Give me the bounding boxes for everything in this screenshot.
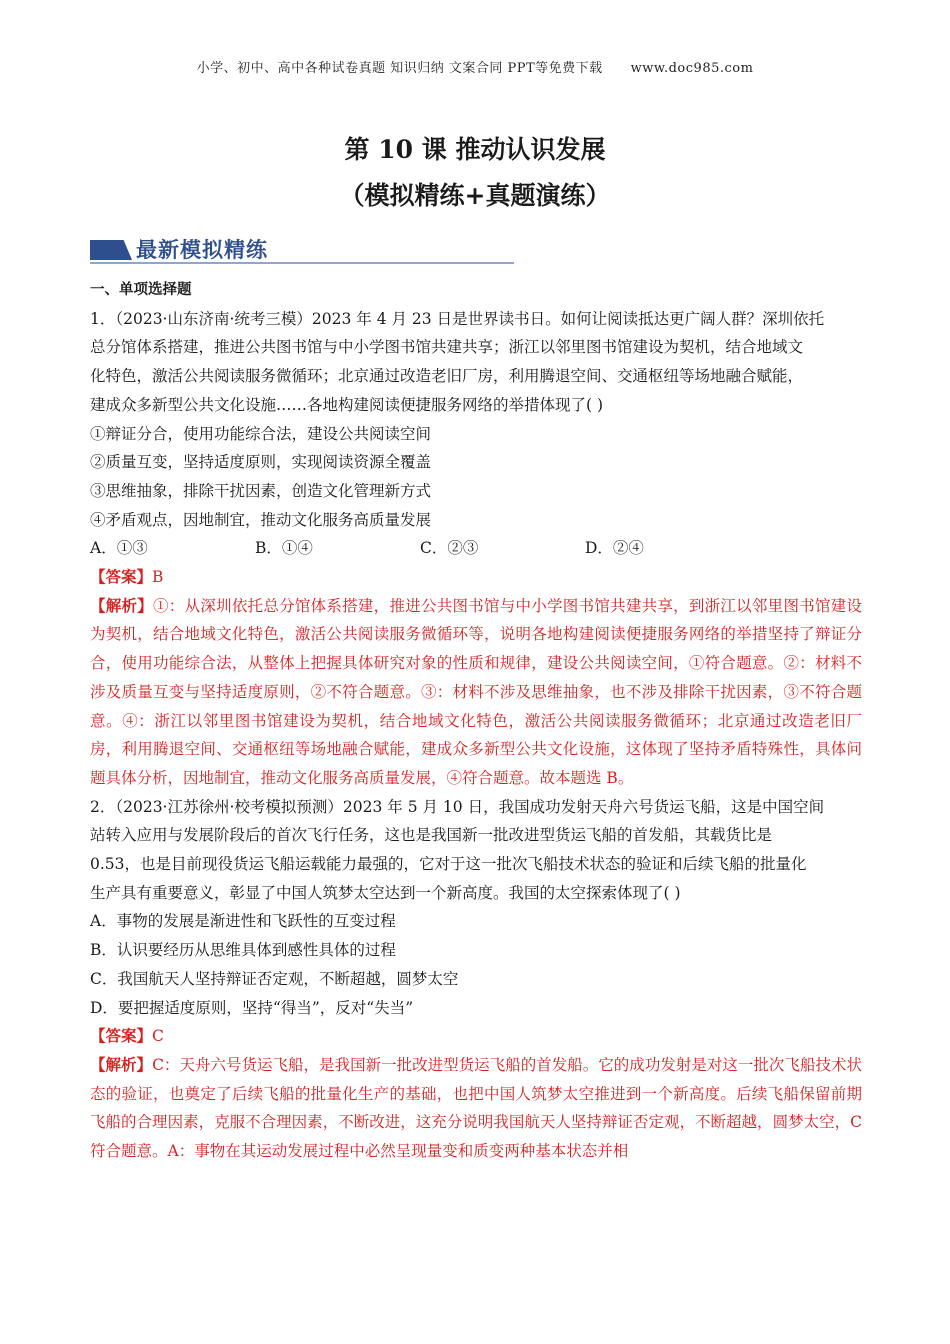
header-url[interactable]: www.doc985.com xyxy=(630,61,754,76)
q2-stem-line: 2．（2023·江苏徐州·校考模拟预测）2023 年 5 月 10 日，我国成功发射天舟六号货运飞船，这是中国空间 xyxy=(90,797,825,816)
lesson-subtitle: （模拟精练+真题演练） xyxy=(339,181,611,210)
answer-tag: 【答案】 xyxy=(90,1026,153,1046)
lesson-title: 第 10 课 推动认识发展 xyxy=(344,135,606,164)
q1-statement: ①辩证分合，使用功能综合法，建设公共阅读空间 xyxy=(90,424,432,443)
q2-analysis xyxy=(90,1051,862,1166)
page-header xyxy=(0,57,950,76)
q1-option-d: D．②④ xyxy=(585,539,644,558)
banner-title: 最新模拟精练 xyxy=(136,237,268,262)
q1-option-c: C．②③ xyxy=(420,539,479,558)
header-left-text: 小学、初中、高中各种试卷真题 知识归纳 文案合同 PPT等免费下载 xyxy=(196,61,603,76)
q1-stem-line: 1．（2023·山东济南·统考三模）2023 年 4 月 23 日是世界读书日。如何让阅读抵达更广阔人群？深圳依托 xyxy=(90,309,825,328)
q1-statement: ②质量互变，坚持适度原则，实现阅读资源全覆盖 xyxy=(90,453,432,472)
q1-statement: ④矛盾观点，因地制宜，推动文化服务高质量发展 xyxy=(90,510,432,529)
banner-block-decoration xyxy=(90,240,132,260)
q2-option-b: B．认识要经历从思维具体到感性具体的过程 xyxy=(90,941,396,960)
q2-answer-value: C xyxy=(152,1027,164,1046)
q1-answer-value: B xyxy=(152,568,164,587)
section-heading: 一、单项选择题 xyxy=(90,282,192,298)
q2-option-c: C．我国航天人坚持辩证否定观，不断超越，圆梦太空 xyxy=(90,969,459,988)
q2-stem-line: 生产具有重要意义，彰显了中国人筑梦太空达到一个新高度。我国的太空探索体现了( ) xyxy=(90,883,681,902)
q1-option-b: B．①④ xyxy=(255,539,313,558)
q2-answer xyxy=(90,1022,862,1051)
q1-statement: ③思维抽象，排除干扰因素，创造文化管理新方式 xyxy=(90,481,432,500)
q1-option-a: A．①③ xyxy=(90,539,148,558)
section-banner xyxy=(90,234,514,264)
q1-analysis xyxy=(90,592,862,793)
question-content xyxy=(90,276,862,1166)
q2-option-a: A．事物的发展是渐进性和飞跃性的互变过程 xyxy=(90,912,396,931)
q1-analysis-text: ①：从深圳依托总分馆体系搭建，推进公共图书馆与中小学图书馆共建共享，到浙江以邻里图书馆建设为契机，结合地域文化特色，激活公共阅读服务微循环等，说明各地构建阅读便捷服务网络的举措坚持了辩证分合，使用功能综合法，从整体上把握具体研究对象的性质和规律，建设公共阅读空间，①符合题意。②：材料不涉及质量互变与坚持适度原则，②不符合题意。③：材料不涉及思维抽象，也不涉及排除干扰因素，③不符合题意。④：浙江以邻里图书馆建设为契机，结合地域文化特色，激活公共阅读服务微循环；北京通过改造老旧厂房，利用腾退空间、交通枢纽等场地融合赋能，建成众多新型公共文化设施，这体现了坚持矛盾特殊性，具体问题具体分析，因地制宜，推动文化服务高质量发展，④符合题意。故本题选 B。 xyxy=(90,596,862,787)
q1-stem-line: 化特色，激活公共阅读服务微循环；北京通过改造老旧厂房，利用腾退空间、交通枢纽等场地融合赋能， xyxy=(90,367,804,386)
q2-option-d: D．要把握适度原则，坚持“得当”，反对“失当” xyxy=(90,998,414,1017)
q2-stem-line: 站转入应用与发展阶段后的首次飞行任务，这也是我国新一批改进型货运飞船的首发船，其载货比是 xyxy=(90,826,773,845)
q1-stem-line: 总分馆体系搭建，推进公共图书馆与中小学图书馆共建共享；浙江以邻里图书馆建设为契机，结合地域文 xyxy=(90,338,804,357)
q2-analysis-text: C：天舟六号货运飞船，是我国新一批改进型货运飞船的首发船。它的成功发射是对这一批次飞船技术状态的验证，也奠定了后续飞船的批量化生产的基础，也把中国人筑梦太空推进到一个新高度。后续飞船保留前期飞船的合理因素，克服不合理因素，不断改进，这充分说明我国航天人坚持辩证否定观，不断超越，圆梦太空，C 符合题意。A：事物在其运动发展过程中必然呈现量变和质变两种基本状态并相 xyxy=(90,1055,862,1161)
q1-options xyxy=(90,534,862,563)
q1-answer xyxy=(90,563,862,592)
analysis-tag: 【解析】 xyxy=(90,595,154,615)
q2-stem-line: 0.53，也是目前现役货运飞船运载能力最强的，它对于这一批次飞船技术状态的验证和后续飞船的批量化 xyxy=(90,855,807,874)
q1-stem-line: 建成众多新型公共文化设施……各地构建阅读便捷服务网络的举措体现了( ) xyxy=(90,395,604,414)
analysis-tag: 【解析】 xyxy=(90,1054,153,1074)
banner-underline xyxy=(90,262,514,264)
answer-tag: 【答案】 xyxy=(90,567,153,587)
